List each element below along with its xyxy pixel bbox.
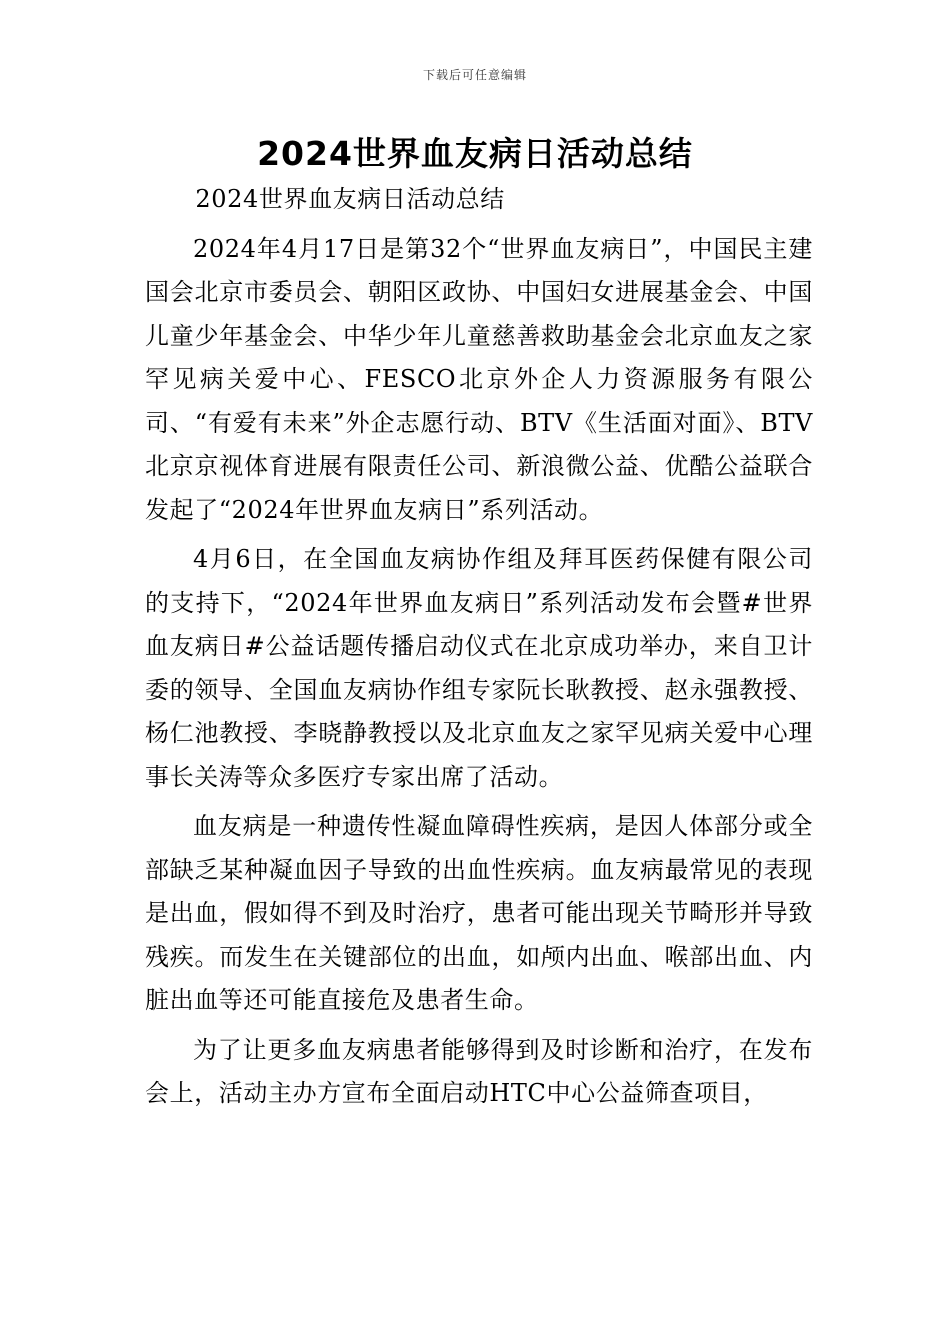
paragraph-disease-description: 血友病是一种遗传性凝血障碍性疾病，是因人体部分或全部缺乏某种凝血因子导致的出血性疾病。血友病最常见的表现是出血，假如得不到及时治疗，患者可能出现关节畸形并导致残疾。而发生在关键部位的出血，如颅内出血、喉部出血、内脏出血等还可能直接危及患者生命。: [145, 812, 813, 1014]
paragraph-launch-event: 4月6日，在全国血友病协作组及拜耳医药保健有限公司的支持下，“2024年世界血友病日”系列活动发布会暨#世界血友病日#公益话题传播启动仪式在北京成功举办，来自卫计委的领导、全国血友病协作组专家阮长耿教授、赵永强教授、杨仁池教授、李晓静教授以及北京血友之家罕见病关爱中心理事长关涛等众多医疗专家出席了活动。: [145, 545, 813, 791]
document-title: 2024世界血友病日活动总结: [257, 134, 693, 173]
paragraph-subtitle: 2024世界血友病日活动总结: [195, 185, 505, 213]
paragraph-screening-project: 为了让更多血友病患者能够得到及时诊断和治疗，在发布会上，活动主办方宣布全面启动HTC中心公益筛查项目，: [145, 1035, 813, 1107]
header-note: 下载后可任意编辑: [422, 68, 527, 82]
document-body: [145, 178, 813, 1116]
paragraph-intro: 2024年4月17日是第32个“世界血友病日”，中国民主建国会北京市委员会、朝阳区政协、中国妇女进展基金会、中国儿童少年基金会、中华少年儿童慈善救助基金会北京血友之家罕见病关爱中心、FESCO北京外企人力资源服务有限公司、“有爱有未来”外企志愿行动、BTV《生活面对面》、BTV北京京视体育进展有限责任公司、新浪微公益、优酷公益联合发起了“2024年世界血友病日”系列活动。: [145, 234, 813, 524]
